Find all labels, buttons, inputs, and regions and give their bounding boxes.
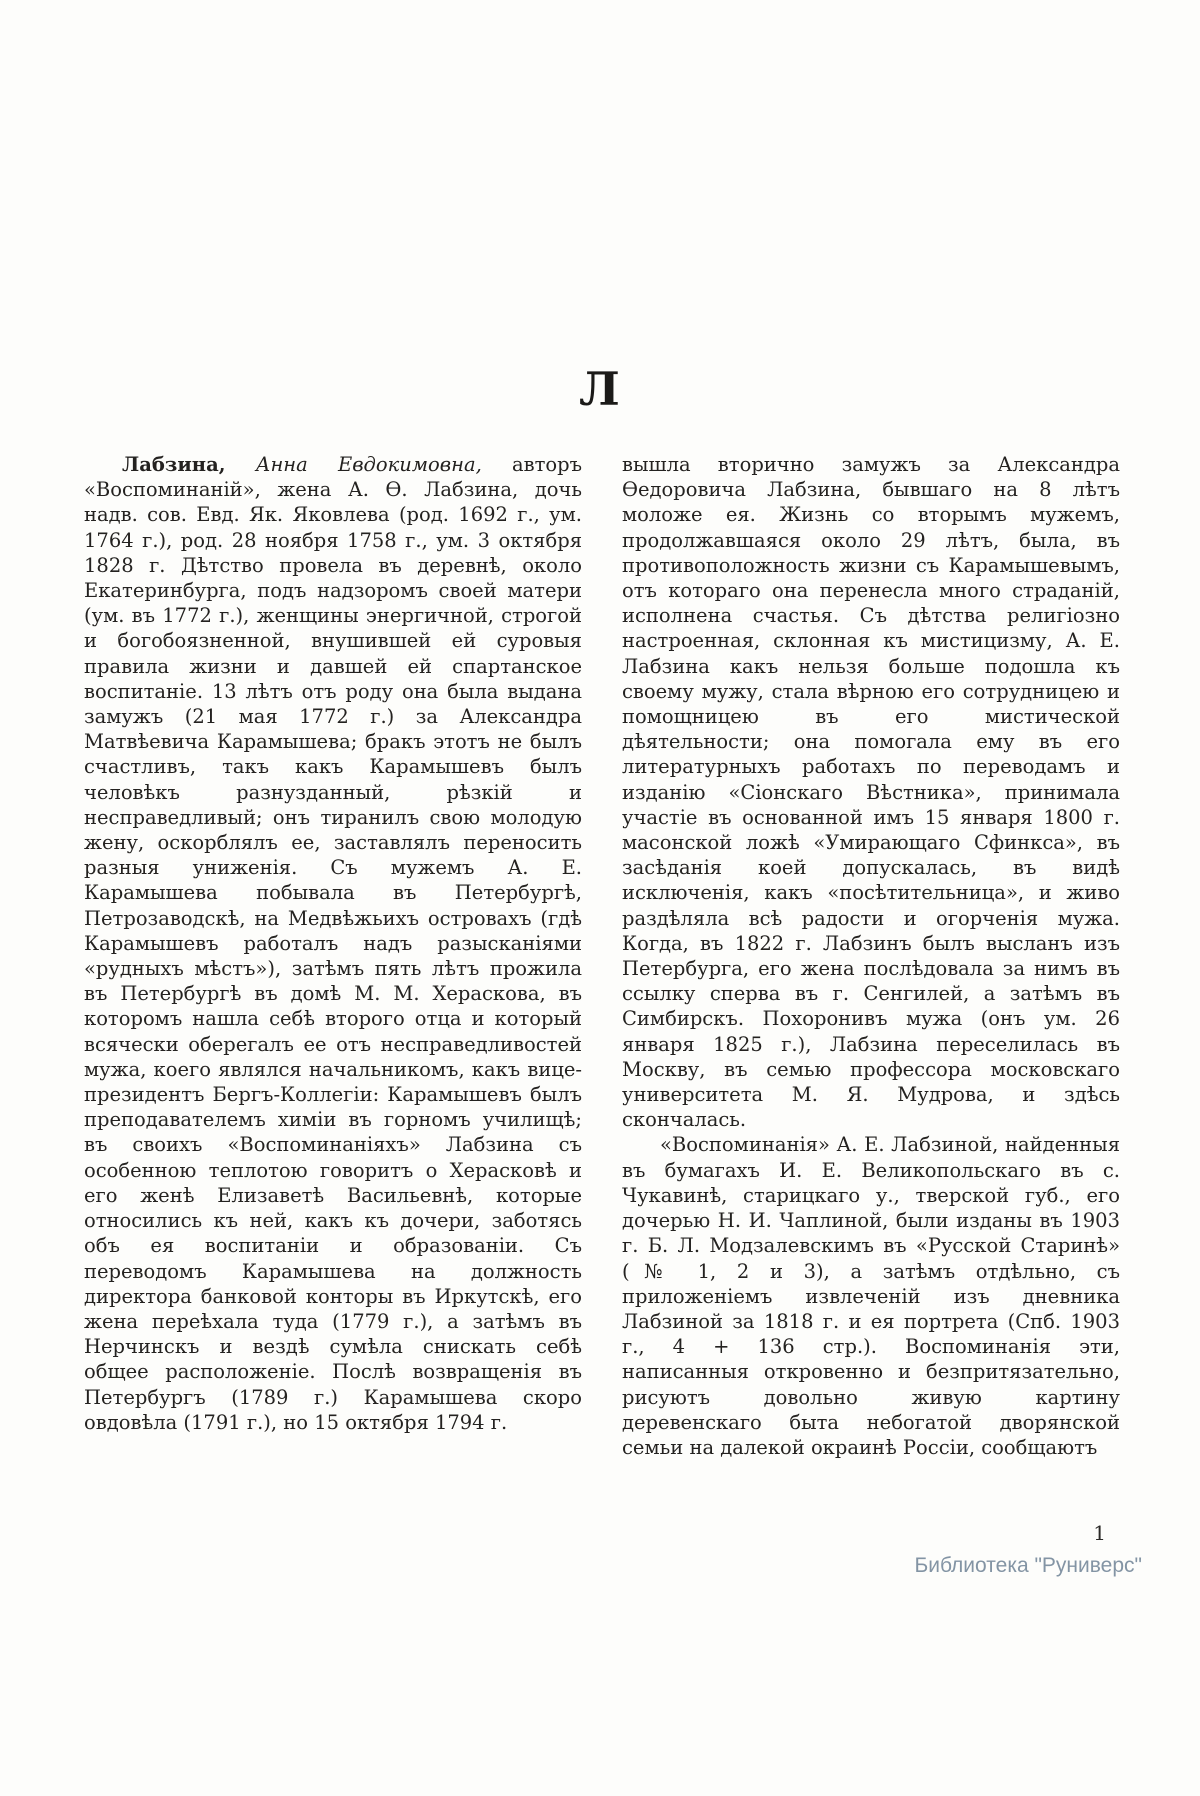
entry-paragraph [84,452,582,1435]
entry-continuation-paragraph: вышла вторично замужъ за Александра Ѳедоровича Лабзина, бывшаго на 8 лѣтъ моложе ея. Жизнь со вторымъ мужемъ, продолжавшаяся около 29 лѣтъ, была, въ противоположность жизни съ Карамышевымъ, отъ котораго она перенесла много страданій, исполнена счастья. Съ дѣтства религіозно настроенная, склонная къ мистицизму, А. Е. Лабзина какъ нельзя больше подошла къ своему мужу, стала вѣрною его сотрудницею и помощницею въ его мистической дѣятельности; она помогала ему въ его литературныхъ работахъ по переводамъ и изданію «Сіонскаго Вѣстника», принимала участіе въ основанной имъ 15 января 1800 г. масонской ложѣ «Умирающаго Сфинкса», въ засѣданія коей допускалась, въ видѣ исключенія, какъ «посѣтительница», и живо раздѣляла всѣ радости и огорченія мужа. Когда, въ 1822 г. Лабзинъ былъ высланъ изъ Петербурга, его жена послѣдовала за нимъ въ ссылку сперва въ г. Сенгилей, а затѣмъ въ Симбирскъ. Похоронивъ мужа (онъ ум. 26 января 1825 г.), Лабзина переселилась въ Москву, въ семью профессора московскаго университета М. Я. Мудрова, и здѣсь скончалась. [622,453,1120,1132]
entry-headword: Лабзина, [122,453,226,476]
text-columns [84,452,1120,1460]
library-watermark: Библиотека "Руниверс" [914,1554,1142,1577]
section-letter: Л [579,362,621,416]
right-column [622,452,1120,1460]
left-column [84,452,582,1460]
page-number: 1 [1093,1521,1106,1545]
entry-lead-text: авторъ «Воспоминаній», жена А. Ѳ. Лабзина, дочь надв. сов. Евд. Як. Яковлева (род. 1692 г., ум. 1764 г.), род. 28 ноября 1758 г., ум. 3 октября 1828 г. Дѣтство провела въ деревнѣ, около Екатеринбурга, подъ надзоромъ своей матери (ум. въ 1772 г.), женщины энергичной, строгой и богобоязненной, внушившей ей суровыя правила жизни и давшей ей спартанское воспитаніе. 13 лѣтъ отъ роду она была выдана замужъ (21 мая 1772 г.) за Александра Матвѣевича Карамышева; бракъ этотъ не былъ счастливъ, такъ какъ Карамышевъ былъ человѣкъ разнузданный, рѣзкій и несправедливый; онъ тиранилъ свою молодую жену, оскорблялъ ее, заставлялъ переносить разныя униженія. Съ мужемъ А. Е. Карамышева побывала въ Петербургѣ, Петрозаводскѣ, на Медвѣжьихъ островахъ (гдѣ Карамышевъ работалъ надъ разысканіями «рудныхъ мѣстъ»), затѣмъ пять лѣтъ прожила въ Петербургѣ въ домѣ М. М. Хераскова, въ которомъ нашла себѣ второго отца и который всячески оберегалъ ее отъ несправедливостей мужа, коего являлся начальникомъ, какъ вице-президентъ Бергъ-Коллегіи: Карамышевъ былъ преподавателемъ химіи въ горномъ училищѣ; въ своихъ «Воспоминаніяхъ» Лабзина съ особенною теплотою говоритъ о Херасковѣ и его женѣ Елизаветѣ Васильевнѣ, которые относились къ ней, какъ къ дочери, заботясь объ ея воспитаніи и образованіи. Съ переводомъ Карамышева на должность директора банковой конторы въ Иркутскѣ, его жена переѣхала туда (1779 г.), а затѣмъ въ Нерчинскъ и вездѣ сумѣла снискать себѣ общее расположеніе. Послѣ возвращенія въ Петербургъ (1789 г.) Карамышева скоро овдовѣла (1791 г.), но 15 октября 1794 г. [84,453,582,1434]
memoirs-paragraph: «Воспоминанія» А. Е. Лабзиной, найденныя въ бумагахъ И. Е. Великопольскаго въ с. Чукавинѣ, старицкаго у., тверской губ., его дочерью Н. И. Чаплиной, были изданы въ 1903 г. Б. Л. Модзалевскимъ въ «Русской Старинѣ» (№ 1, 2 и 3), а затѣмъ отдѣльно, съ приложеніемъ извлеченій изъ дневника Лабзиной за 1818 г. и ея портрета (Спб. 1903 г., 4 + 136 стр.). Воспоминанія эти, написанныя откровенно и безпритязательно, рисуютъ довольно живую картину деревенскаго быта небогатой дворянской семьи на далекой окраинѣ Россіи, сообщаютъ [622,1133,1120,1459]
entry-name-italic: Анна Евдокимовна, [225,453,482,476]
